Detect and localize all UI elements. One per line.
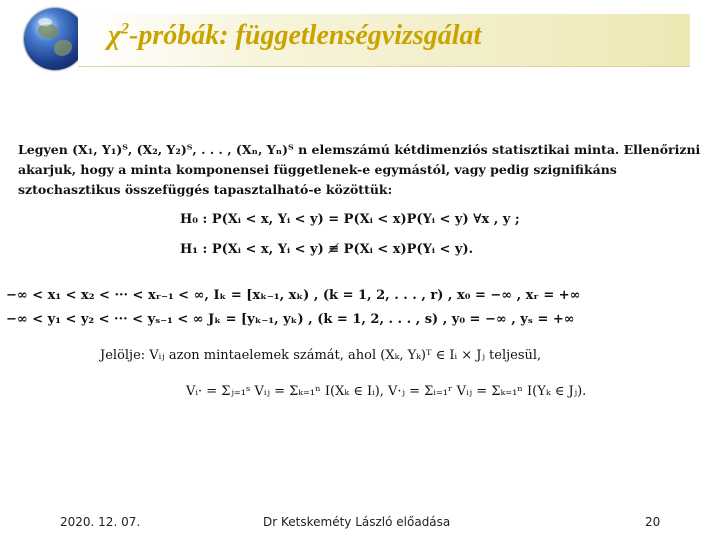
globe-icon [24,8,86,70]
notation-definition: Jelölje: Vᵢⱼ azon mintaelemek számát, ahol (Xₖ, Yₖ)ᵀ ∈ Iᵢ × Jⱼ teljesül, [100,348,542,363]
footer-author: Dr Ketskeméty László előadása [263,515,451,529]
alternative-hypothesis: H₁ : P(Xᵢ < x, Yᵢ < y) ≢ P(Xᵢ < x)P(Yᵢ < y). [180,242,474,257]
slide-title: $\chi^2$-próbák: függetlenségvizsgálat [108,20,482,51]
intro-paragraph: Legyen (X₁, Y₁)ᵀ, (X₂, Y₂)ᵀ, . . . , (Xₙ, Yₙ)ᵀ n elemszámú kétdimenziós statisztikai minta. Ellenőrizni akarjuk, hogy a minta komponensei függetlenek-e egymástól, vagy pedig szignifikáns sztochasztikus összefüggés tapasztalható-e közöttük: [18,142,701,197]
page-number: 20 [645,515,661,529]
y-partition: −∞ < y₁ < y₂ < ··· < yₛ₋₁ < ∞ Jₖ = [yₖ₋₁, yₖ) , (k = 1, 2, . . . , s) , y₀ = −∞ , yₛ = +∞ [6,312,575,327]
footer-date: 2020. 12. 07. [60,515,141,529]
x-partition: −∞ < x₁ < x₂ < ··· < xᵣ₋₁ < ∞, Iₖ = [xₖ₋₁, xₖ) , (k = 1, 2, . . . , r) , x₀ = −∞ , xᵣ = +∞ [6,288,581,303]
null-hypothesis: H₀ : P(Xᵢ < x, Yᵢ < y) = P(Xᵢ < x)P(Yᵢ < y) ∀x , y ; [180,212,520,227]
marginal-sums-formula: Vᵢ· = Σⱼ₌₁ˢ Vᵢⱼ = Σₖ₌₁ⁿ I(Xₖ ∈ Iᵢ), V·ⱼ = Σᵢ₌₁ʳ Vᵢⱼ = Σₖ₌₁ⁿ I(Yₖ ∈ Jⱼ). [186,384,587,399]
